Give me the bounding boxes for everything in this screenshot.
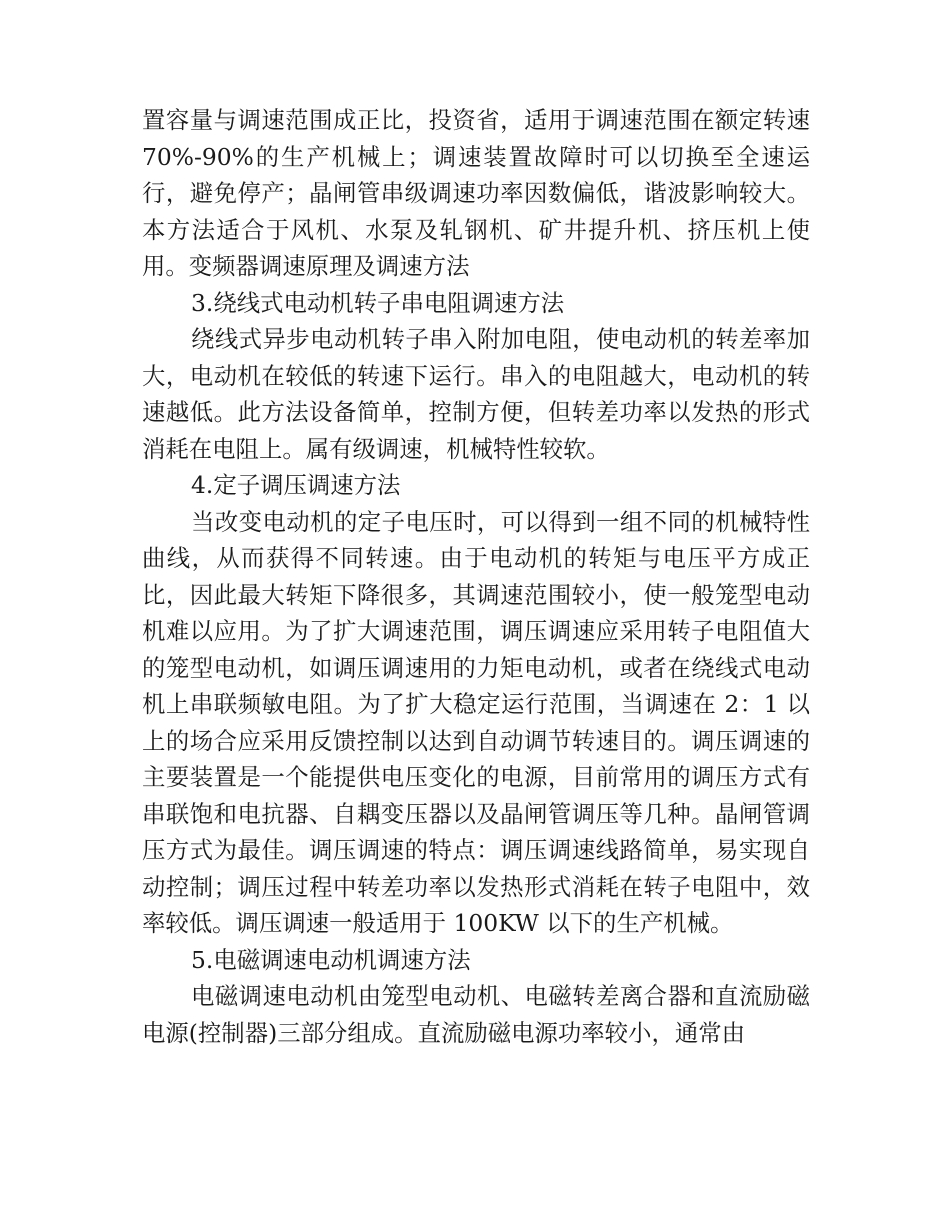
paragraph-continued-text: 置容量与调速范围成正比，投资省，适用于调速范围在额定转速 70%-90%的生产机械上；调速装置故障时可以切换至全速运行，避免停产；晶闸管串级调速功率因数偏低，谐波影响较大。本方法适合于风机、水泵及轧钢机、矿井提升机、挤压机上使用。变频器调速原理及调速方法 bbox=[142, 106, 810, 280]
paragraph-stator-voltage-regulation: 当改变电动机的定子电压时，可以得到一组不同的机械特性曲线，从而获得不同转速。由于电动机的转矩与电压平方成正比，因此最大转矩下降很多，其调速范围较小，使一般笼型电动机难以应用。为了扩大调速范围，调压调速应采用转子电阻值大的笼型电动机，如调压调速用的力矩电动机，或者在绕线式电动机上串联频敏电阻。为了扩大稳定运行范围，当调速在 2：1 以上的场合应采用反馈控制以达到自动调节转速目的。调压调速的主要装置是一个能提供电压变化的电源，目前常用的调压方式有串联饱和电抗器、自耦变压器以及晶闸管调压等几种。晶闸管调压方式为最佳。调压调速的特点：调压调速线路简单，易实现自动控制；调压过程中转差功率以发热形式消耗在转子电阻中，效率较低。调压调速一般适用于 100KW 以下的生产机械。 bbox=[142, 507, 810, 937]
document-page bbox=[142, 102, 810, 1051]
paragraph-wound-rotor-resistance: 绕线式异步电动机转子串入附加电阻，使电动机的转差率加大，电动机在较低的转速下运行。串入的电阻越大，电动机的转速越低。此方法设备简单，控制方便，但转差功率以发热的形式消耗在电阻上。属有级调速，机械特性较软。 bbox=[142, 325, 810, 463]
section-heading-3: 3.绕线式电动机转子串电阻调速方法 bbox=[191, 288, 565, 317]
section-heading-5: 5.电磁调速电动机调速方法 bbox=[191, 945, 471, 974]
paragraph-electromagnetic-motor: 电磁调速电动机由笼型电动机、电磁转差离合器和直流励磁电源(控制器)三部分组成。直流励磁电源功率较小，通常由 bbox=[142, 982, 810, 1047]
section-heading-4: 4.定子调压调速方法 bbox=[191, 471, 401, 499]
